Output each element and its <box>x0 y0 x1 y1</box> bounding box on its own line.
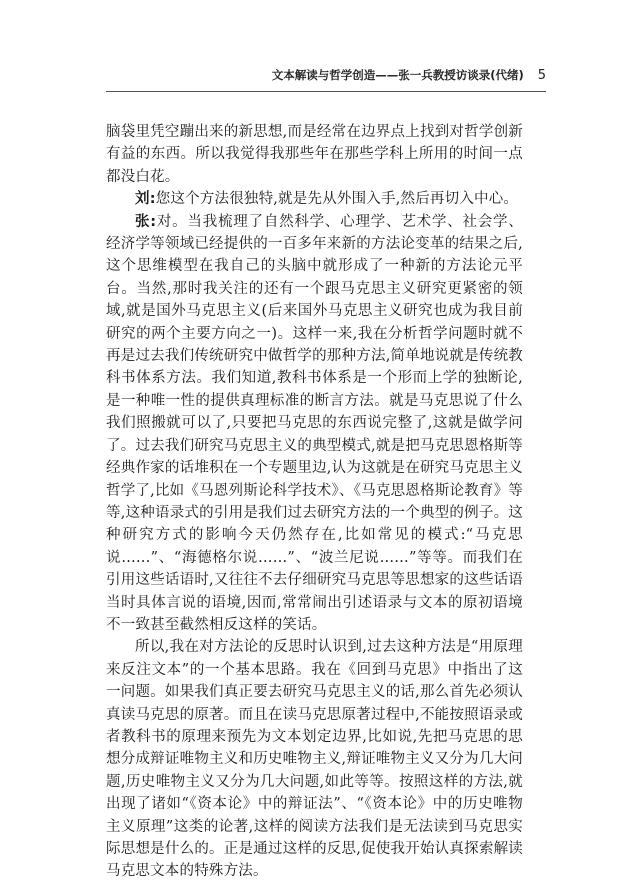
body-text <box>106 121 523 883</box>
paragraph-text: 对。当我梳理了自然科学、心理学、艺术学、社会学、经济学等领域已经提供的一百多年来新的方法论变革的结果之后,这个思维模型在我自己的头脑中就形成了一种新的方法论元平台。当然,那时我关注的还有一个跟马克思主义研究更紧密的领域,就是国外马克思主义(后来国外马克思主义研究也成为我目前研究的两个主要方向之一)。这样一来,我在分析哲学问题时就不再是过去我们传统研究中做哲学的那种方法,简单地说就是传统教科书体系方法。我们知道,教科书体系是一个形而上学的独断论,是一种唯一性的提供真理标准的断言方法。就是马克思说了什么我们照搬就可以了,只要把马克思的东西说完整了,这就是做学问了。过去我们研究马克思主义的典型模式,就是把马克思恩格斯等经典作家的话堆积在一个专题里边,认为这就是在研究马克思主义哲学了,比如《马恩列斯论科学技术》、《马克思恩格斯论教育》等等,这种语录式的引用是我们过去研究方法的一个典型的例子。这种研究方式的影响今天仍然存在,比如常见的模式:“马克思说……”、“海德格尔说……”、“波兰尼说……”等等。而我们在引用这些话语时,又往往不去仔细研究马克思等思想家的这些话语当时具体言说的语境,因而,常常闹出引述语录与文本的原初语境不一致甚至截然相反这样的笑话。 <box>106 213 523 633</box>
paragraph-text: 您这个方法很独特,就是先从外围入手,然后再切入中心。 <box>155 191 519 208</box>
paragraph-liu-question <box>106 188 523 210</box>
paragraph-zhang-answer <box>106 211 523 637</box>
speaker-label: 张: <box>135 213 157 230</box>
paragraph-continuation <box>106 121 523 188</box>
running-header <box>106 67 546 87</box>
speaker-label: 刘: <box>135 191 156 208</box>
paragraph-text: 脑袋里凭空蹦出来的新思想,而是经常在边界点上找到对哲学创新有益的东西。所以我觉得我那些年在那些学科上所用的时间一点都没白花。 <box>106 124 523 185</box>
page-number: 5 <box>537 68 546 83</box>
paragraph-text: 所以,我在对方法论的反思时认识到,过去这种方法是“用原理来反注文本”的一个基本思路。我在《回到马克思》中指出了这一问题。如果我们真正要去研究马克思主义的话,那么首先必须认真读马克思的原著。而且在读马克思原著过程中,不能按照语录或者教科书的原理来预先为文本划定边界,比如说,先把马克思的思想分成辩证唯物主义和历史唯物主义,辩证唯物主义又分为几大问题,历史唯物主义又分为几大问题,如此等等。按照这样的方法,就出现了诸如“《资本论》中的辩证法”、“《资本论》中的历史唯物主义原理”这类的论著,这样的阅读方法我们是无法读到马克思实际思想是什么的。正是通过这样的反思,促使我开始认真探索解读马克思文本的特殊方法。 <box>106 639 523 880</box>
running-header-title: 文本解读与哲学创造——张一兵教授访谈录(代绪) <box>271 68 524 82</box>
header-rule <box>106 91 546 92</box>
paragraph-method-reflection <box>106 636 523 882</box>
